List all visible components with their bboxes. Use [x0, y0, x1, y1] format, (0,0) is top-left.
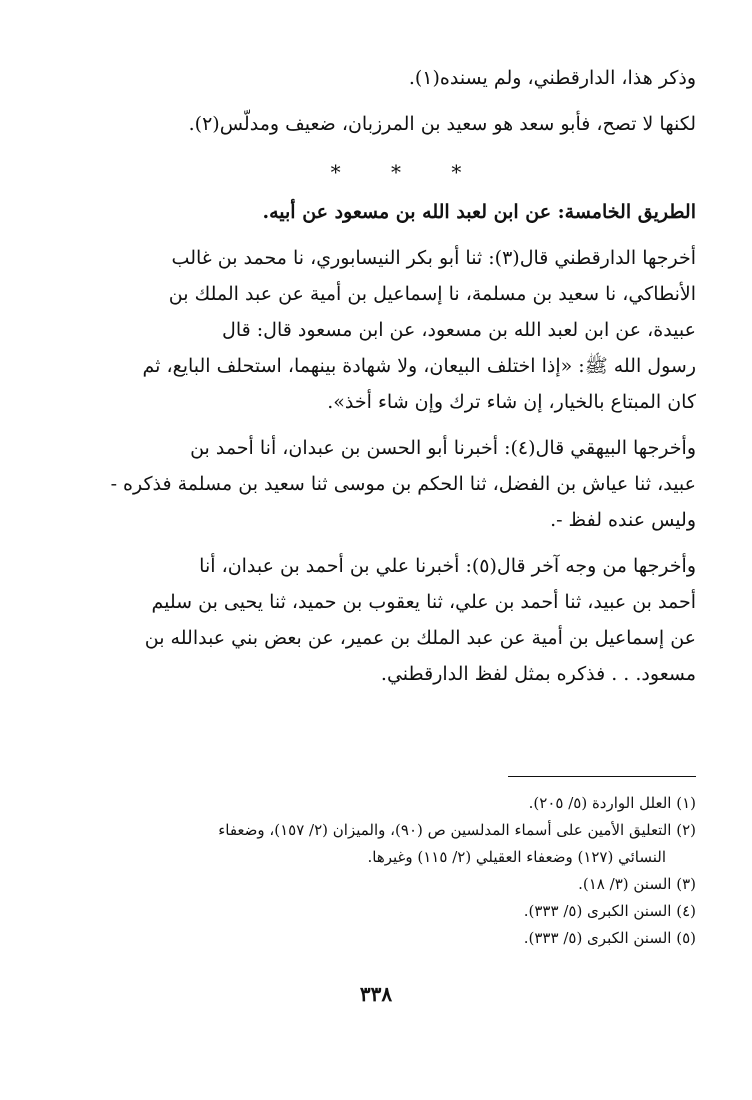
- footnote-3: (٣) السنن (٣/ ١٨).: [578, 875, 696, 893]
- text-line: عن إسماعيل بن أمية عن عبد الملك بن عمير، عن بعض بني عبدالله بن: [144, 627, 696, 649]
- text-line: لكنها لا تصح، فأبو سعد هو سعيد بن المرزبان، ضعيف ومدلّس(٢).: [188, 113, 696, 135]
- star-icon: *: [391, 160, 401, 184]
- text-line: وأخرجها البيهقي قال(٤): أخبرنا أبو الحسن بن عبدان، أنا أحمد بن: [190, 437, 696, 459]
- footnote-2-continued: النسائي (١٢٧) وضعفاء العقيلي (٢/ ١١٥) وغيرها.: [367, 848, 666, 866]
- page-number: ٣٣٨: [359, 982, 393, 1006]
- paragraph-3: [96, 240, 696, 420]
- text-line: وأخرجها من وجه آخر قال(٥): أخبرنا علي بن أحمد بن عبدان، أنا: [199, 555, 696, 577]
- text-line: مسعود. . . فذكره بمثل لفظ الدارقطني.: [380, 663, 696, 685]
- footnote-1: (١) العلل الواردة (٥/ ٢٠٥).: [528, 794, 696, 812]
- section-separator: [96, 152, 696, 192]
- section-heading: الطريق الخامسة: عن ابن لعبد الله بن مسعود عن أبيه.: [262, 201, 696, 223]
- text-line: الأنطاكي، نا سعيد بن مسلمة، نا إسماعيل بن أمية عن عبد الملك بن: [168, 283, 696, 305]
- text-line: رسول الله ﷺ: «إذا اختلف البيعان، ولا شهادة بينهما، استحلف البايع، ثم: [142, 355, 696, 377]
- footnote-5: (٥) السنن الكبرى (٥/ ٣٣٣).: [523, 929, 696, 947]
- section-heading-block: [96, 194, 696, 230]
- star-icon: *: [451, 160, 462, 184]
- footnotes: [96, 790, 696, 952]
- text-line: كان المبتاع بالخيار، إن شاء ترك وإن شاء أخذ».: [327, 391, 696, 413]
- paragraph-5: [96, 548, 696, 692]
- text-line: وليس عنده لفظ -.: [550, 509, 696, 531]
- star-icon: *: [330, 160, 341, 184]
- paragraph-2: [96, 106, 696, 142]
- footnote-4: (٤) السنن الكبرى (٥/ ٣٣٣).: [523, 902, 696, 920]
- text-line: أخرجها الدارقطني قال(٣): ثنا أبو بكر النيسابوري، نا محمد بن غالب: [171, 247, 696, 269]
- text-line: أحمد بن عبيد، ثنا أحمد بن علي، ثنا يعقوب بن حميد، ثنا يحيى بن سليم: [151, 591, 696, 613]
- footnote-2: (٢) التعليق الأمين على أسماء المدلسين ص (٩٠)، والميزان (٢/ ١٥٧)، وضعفاء: [218, 821, 696, 839]
- footnote-separator: [508, 776, 696, 777]
- text-line: عبيدة، عن ابن لعبد الله بن مسعود، عن ابن مسعود قال: قال: [222, 319, 696, 341]
- text-line: وذكر هذا، الدارقطني، ولم يسنده(١).: [408, 67, 696, 89]
- paragraph-4: [96, 430, 696, 538]
- text-line: عبيد، ثنا عياش بن الفضل، ثنا الحكم بن موسى ثنا سعيد بن مسلمة فذكره -: [110, 473, 696, 495]
- main-text: [96, 60, 696, 702]
- paragraph-1: [96, 60, 696, 96]
